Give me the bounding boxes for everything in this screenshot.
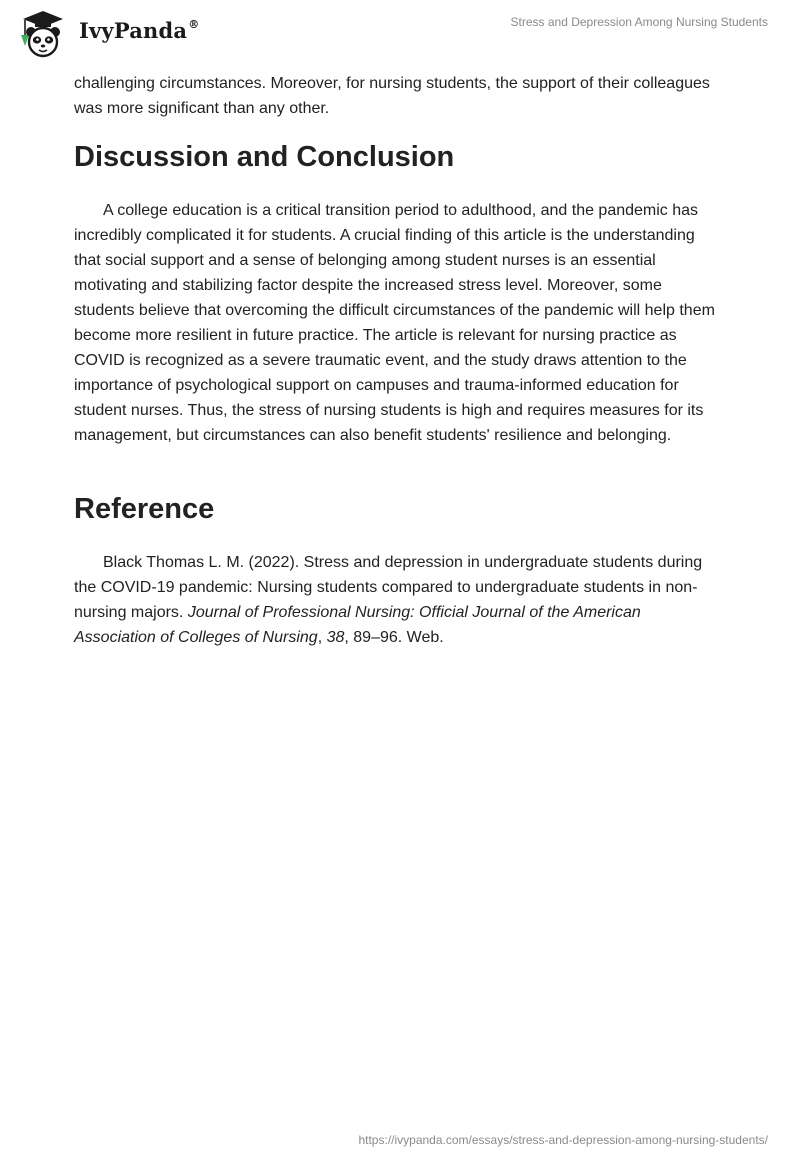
reference-authors-title: Black Thomas L. M. (2022). Stress and depression in undergraduate students during the COVID-19 pandemic: Nursing students compared to undergraduate students in non-nursing majors. [74, 554, 703, 621]
document-title: Stress and Depression Among Nursing Students [510, 15, 768, 29]
intro-paragraph-block [74, 71, 722, 121]
reference-section [74, 491, 722, 527]
reference-journal: Journal of Professional Nursing: Official Journal of the American Association of Colleges of Nursing [74, 604, 641, 646]
section-heading-reference: Reference [74, 493, 215, 525]
discussion-section [74, 139, 722, 175]
discussion-body [74, 198, 722, 448]
reference-entry: Black Thomas L. M. (2022). Stress and depression in undergraduate students during the COVID-19 pandemic: Nursing students compared to undergraduate students in non-nursing majors. Journal of Professional Nursing: Official Journal of the American Association of Colleges of Nursing, 38, 89–96. Web. [74, 554, 703, 646]
source-url[interactable]: https://ivypanda.com/essays/stress-and-depression-among-nursing-students/ [358, 1133, 768, 1147]
page-header [0, 0, 800, 64]
discussion-paragraph: A college education is a critical transition period to adulthood, and the pandemic has incredibly complicated it for students. A crucial finding of this article is the understanding that social support and a sense of belonging among student nurses is an essential motivating and stabilizing factor despite the increased stress level. Moreover, some students believe that overcoming the difficult circumstances of the pandemic will help them become more resilient in future practice. The article is relevant for nursing practice as COVID is recognized as a severe traumatic event, and the study draws attention to the importance of psychological support on campuses and trauma-informed education for student nurses. Thus, the stress of nursing students is high and requires measures for its management, but circumstances can also benefit students' resilience and belonging. [74, 202, 715, 444]
intro-paragraph: challenging circumstances. Moreover, for nursing students, the support of their colleagues was more significant than any other. [74, 75, 710, 117]
panda-logo-icon [15, 8, 75, 60]
reference-body [74, 550, 722, 650]
section-heading-discussion: Discussion and Conclusion [74, 141, 455, 173]
reference-volume: 38 [326, 629, 345, 646]
brand-name: IvyPanda® [79, 18, 200, 43]
reference-pages: , 89–96. Web. [344, 629, 444, 646]
